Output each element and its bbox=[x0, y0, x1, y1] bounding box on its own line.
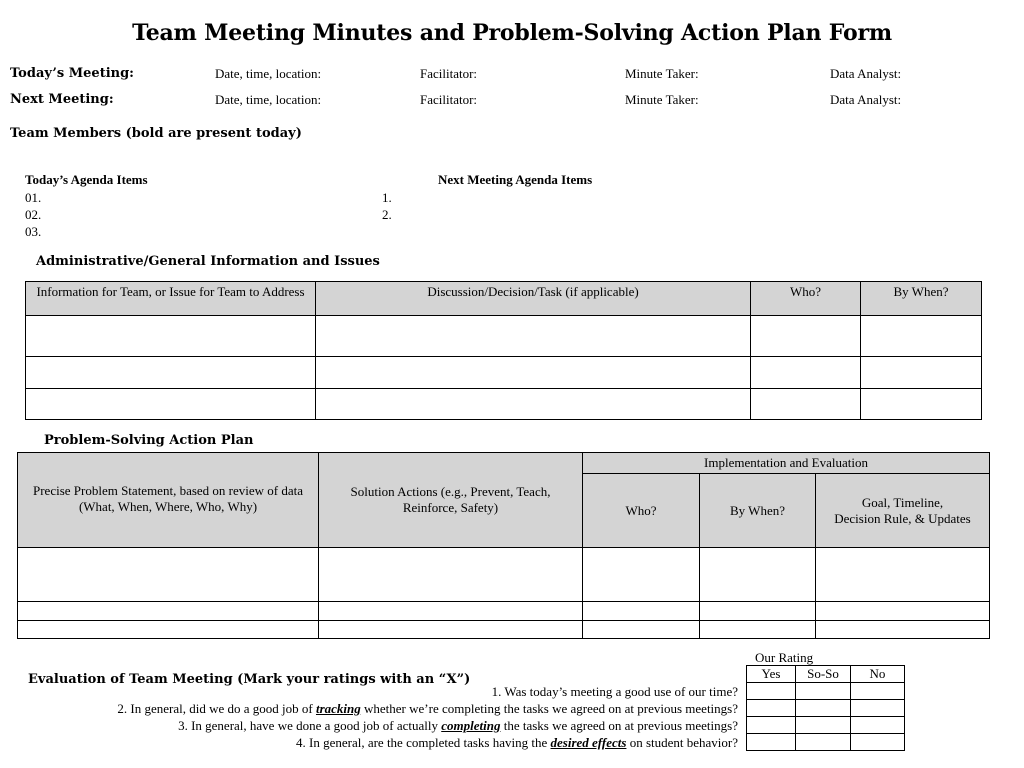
action-plan-table bbox=[17, 452, 990, 639]
todays-meeting-label: Today’s Meeting: bbox=[10, 66, 134, 81]
todays-facilitator-field[interactable]: Facilitator: bbox=[420, 66, 478, 81]
next-agenda-list bbox=[382, 189, 392, 223]
evaluation-question: 4. In general, are the completed tasks having the desired effects on student behavior? bbox=[296, 735, 738, 750]
plan-header-implementation: Implementation and Evaluation bbox=[583, 453, 990, 474]
table-row bbox=[747, 734, 905, 751]
next-date-field[interactable]: Date, time, location: bbox=[215, 92, 322, 107]
table-row bbox=[18, 548, 990, 602]
table-cell[interactable] bbox=[26, 389, 316, 420]
table-cell[interactable] bbox=[316, 316, 751, 357]
table-row bbox=[26, 357, 982, 389]
table-cell[interactable] bbox=[319, 602, 583, 621]
next-minute-taker-field[interactable]: Minute Taker: bbox=[625, 92, 699, 107]
table-cell[interactable] bbox=[700, 602, 816, 621]
agenda-item[interactable]: 01. bbox=[25, 190, 42, 205]
plan-header-by-when: By When? bbox=[700, 474, 816, 548]
table-cell[interactable] bbox=[816, 621, 990, 639]
todays-data-analyst-field[interactable]: Data Analyst: bbox=[830, 66, 902, 81]
table-cell[interactable] bbox=[18, 548, 319, 602]
rating-cell[interactable] bbox=[796, 683, 851, 700]
evaluation-title: Evaluation of Team Meeting (Mark your ratings with an “X”) bbox=[28, 672, 471, 687]
table-row bbox=[18, 621, 990, 639]
rating-cell[interactable] bbox=[851, 700, 905, 717]
agenda-item[interactable]: 03. bbox=[25, 224, 42, 239]
next-data-analyst-field[interactable]: Data Analyst: bbox=[830, 92, 902, 107]
table-cell[interactable] bbox=[751, 357, 861, 389]
rating-cell[interactable] bbox=[796, 700, 851, 717]
rating-title: Our Rating bbox=[755, 650, 814, 665]
table-cell[interactable] bbox=[861, 357, 982, 389]
rating-cell[interactable] bbox=[747, 717, 796, 734]
table-cell[interactable] bbox=[861, 316, 982, 357]
table-cell[interactable] bbox=[700, 621, 816, 639]
table-cell[interactable] bbox=[700, 548, 816, 602]
plan-header-goal: Goal, Timeline, Decision Rule, & Updates bbox=[816, 474, 990, 548]
next-agenda-title: Next Meeting Agenda Items bbox=[438, 172, 593, 187]
todays-agenda-list bbox=[25, 189, 41, 240]
table-row bbox=[26, 389, 982, 420]
rating-cell[interactable] bbox=[796, 734, 851, 751]
table-cell[interactable] bbox=[816, 602, 990, 621]
agenda-item[interactable]: 1. bbox=[382, 190, 392, 205]
admin-header-who: Who? bbox=[751, 282, 861, 316]
rating-header-yes: Yes bbox=[747, 666, 796, 683]
admin-header-by-when: By When? bbox=[861, 282, 982, 316]
table-cell[interactable] bbox=[316, 357, 751, 389]
rating-header-so-so: So-So bbox=[796, 666, 851, 683]
agenda-item[interactable]: 2. bbox=[382, 207, 392, 222]
table-cell[interactable] bbox=[26, 357, 316, 389]
table-cell[interactable] bbox=[319, 621, 583, 639]
admin-header-discussion: Discussion/Decision/Task (if applicable) bbox=[316, 282, 751, 316]
team-members-label: Team Members (bold are present today) bbox=[10, 126, 302, 141]
table-cell[interactable] bbox=[18, 621, 319, 639]
todays-minute-taker-field[interactable]: Minute Taker: bbox=[625, 66, 699, 81]
rating-cell[interactable] bbox=[851, 683, 905, 700]
table-cell[interactable] bbox=[816, 548, 990, 602]
table-cell[interactable] bbox=[583, 602, 700, 621]
next-facilitator-field[interactable]: Facilitator: bbox=[420, 92, 478, 107]
table-cell[interactable] bbox=[583, 621, 700, 639]
admin-header-info: Information for Team, or Issue for Team to Address bbox=[26, 282, 316, 316]
rating-table bbox=[746, 665, 905, 751]
admin-table bbox=[25, 281, 982, 420]
rating-cell[interactable] bbox=[747, 700, 796, 717]
table-row bbox=[18, 602, 990, 621]
rating-header-no: No bbox=[851, 666, 905, 683]
table-cell[interactable] bbox=[26, 316, 316, 357]
todays-agenda-title: Today’s Agenda Items bbox=[25, 172, 148, 187]
table-cell[interactable] bbox=[319, 548, 583, 602]
rating-cell[interactable] bbox=[747, 734, 796, 751]
todays-date-field[interactable]: Date, time, location: bbox=[215, 66, 322, 81]
plan-header-who: Who? bbox=[583, 474, 700, 548]
agenda-item[interactable]: 02. bbox=[25, 207, 42, 222]
table-row bbox=[747, 717, 905, 734]
table-cell[interactable] bbox=[861, 389, 982, 420]
table-row bbox=[26, 316, 982, 357]
plan-header-solution: Solution Actions (e.g., Prevent, Teach, Reinforce, Safety) bbox=[319, 453, 583, 548]
next-meeting-label: Next Meeting: bbox=[10, 92, 114, 107]
rating-cell[interactable] bbox=[796, 717, 851, 734]
table-cell[interactable] bbox=[751, 389, 861, 420]
table-cell[interactable] bbox=[583, 548, 700, 602]
table-row bbox=[747, 683, 905, 700]
plan-header-problem: Precise Problem Statement, based on review of data (What, When, Where, Who, Why) bbox=[18, 453, 319, 548]
rating-cell[interactable] bbox=[851, 717, 905, 734]
page-title: Team Meeting Minutes and Problem-Solving Action Plan Form bbox=[132, 20, 892, 46]
admin-section-title: Administrative/General Information and Issues bbox=[36, 254, 380, 269]
table-cell[interactable] bbox=[751, 316, 861, 357]
rating-cell[interactable] bbox=[851, 734, 905, 751]
table-cell[interactable] bbox=[18, 602, 319, 621]
evaluation-question: 3. In general, have we done a good job of actually completing the tasks we agreed on at previous meetings? bbox=[178, 718, 738, 733]
evaluation-question: 1. Was today’s meeting a good use of our time? bbox=[491, 684, 738, 699]
evaluation-question: 2. In general, did we do a good job of tracking whether we’re completing the tasks we agreed on at previous meetings? bbox=[117, 701, 738, 716]
action-plan-title: Problem-Solving Action Plan bbox=[44, 433, 254, 448]
rating-cell[interactable] bbox=[747, 683, 796, 700]
table-row bbox=[747, 700, 905, 717]
table-cell[interactable] bbox=[316, 389, 751, 420]
